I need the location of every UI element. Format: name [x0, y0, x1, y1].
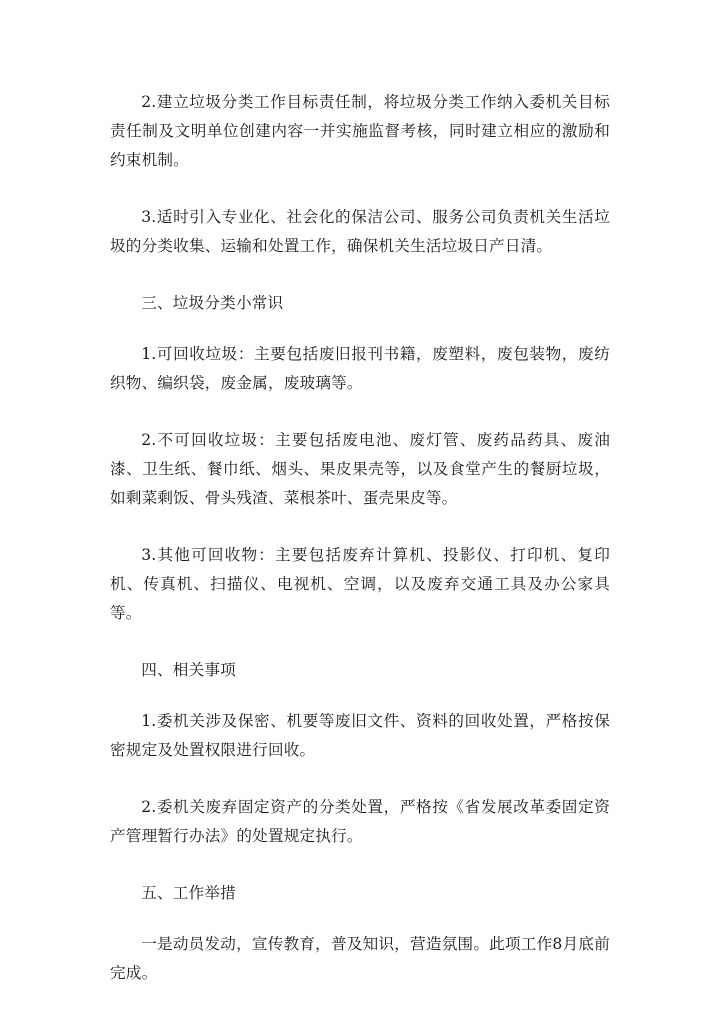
paragraph-nonrecyclable-waste: 2.不可回收垃圾：主要包括废电池、废灯管、废药品药具、废油漆、卫生纸、餐巾纸、烟头、果皮果壳等，以及食堂产生的餐厨垃圾，如剩菜剩饭、骨头残渣、菜根茶叶、蛋壳果皮等。 [110, 431, 610, 507]
paragraph-recyclable-waste: 1.可回收垃圾：主要包括废旧报刊书籍，废塑料，废包装物，废纺织物、编织袋，废金属，废玻璃等。 [110, 345, 610, 392]
document-body [110, 88, 610, 988]
paragraph-confidential-documents: 1.委机关涉及保密、机要等废旧文件、资料的回收处置，严格按保密规定及处置权限进行回收。 [110, 712, 610, 759]
paragraph-fixed-assets: 2.委机关废弃固定资产的分类处置，严格按《省发展改革委固定资产管理暂行办法》的处置规定执行。 [110, 798, 610, 845]
paragraph-mobilization: 一是动员发动，宣传教育，普及知识，营造氛围。此项工作8月底前完成。 [110, 935, 610, 982]
paragraph-other-recyclables: 3.其他可回收物：主要包括废弃计算机、投影仪、打印机、复印机、传真机、扫描仪、电视机、空调，以及废弃交通工具及办公家具等。 [110, 546, 610, 622]
paragraph-target-responsibility: 2.建立垃圾分类工作目标责任制，将垃圾分类工作纳入委机关目标责任制及文明单位创建内容一并实施监督考核，同时建立相应的激励和约束机制。 [110, 93, 610, 169]
paragraph-professional-cleaning: 3.适时引入专业化、社会化的保洁公司、服务公司负责机关生活垃圾的分类收集、运输和处置工作，确保机关生活垃圾日产日清。 [110, 208, 610, 255]
heading-work-measures: 五、工作举措 [141, 884, 236, 902]
heading-sorting-knowledge: 三、垃圾分类小常识 [141, 294, 284, 312]
heading-related-matters: 四、相关事项 [141, 661, 236, 679]
